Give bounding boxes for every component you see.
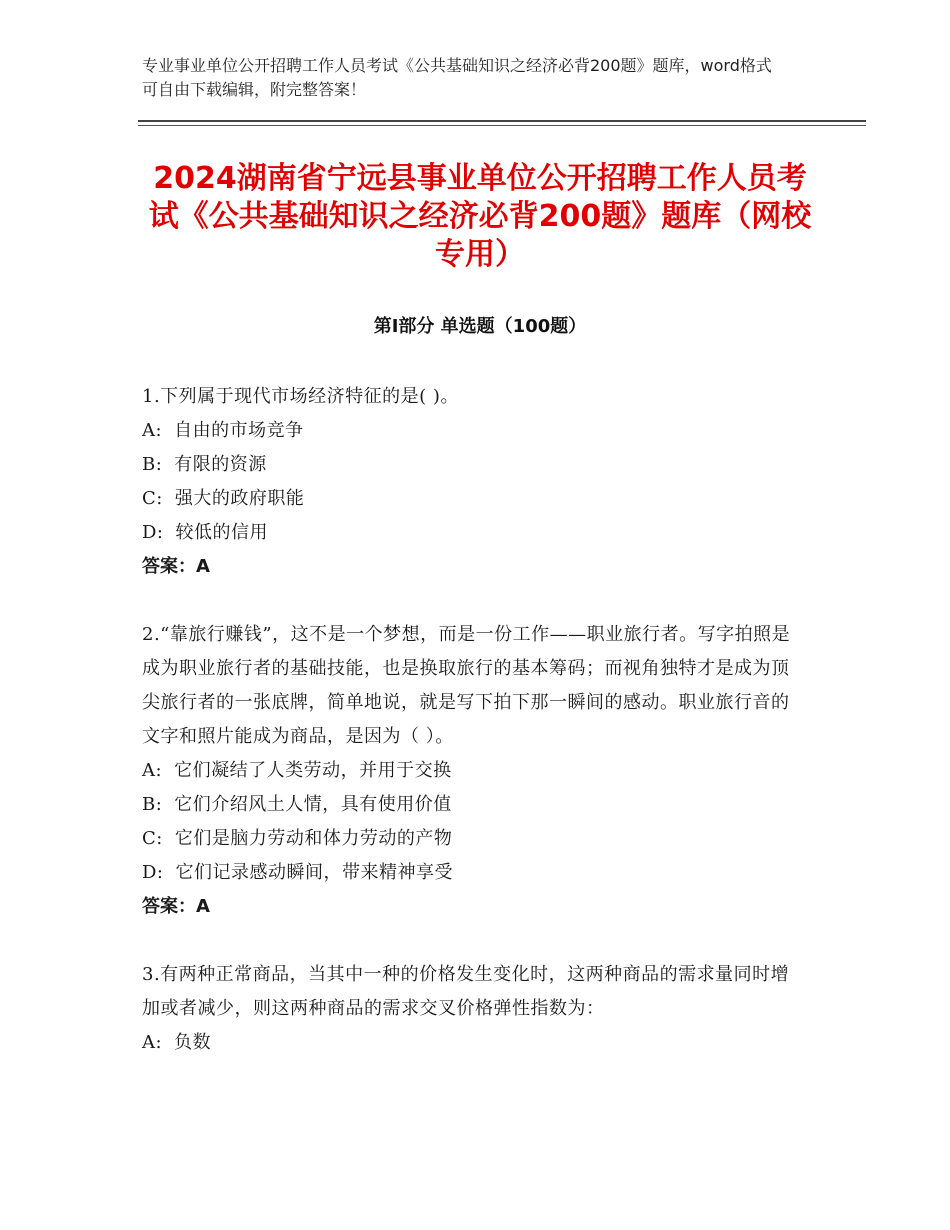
option-text: 强大的政府职能 <box>174 488 305 509</box>
section-heading: 第I部分 单选题（100题） <box>373 316 587 337</box>
question-stem: 1.下列属于现代市场经济特征的是( )。 <box>142 386 459 407</box>
option-text: 自由的市场竞争 <box>174 420 304 441</box>
question-3 <box>142 958 802 1060</box>
option-d <box>142 516 802 550</box>
option-a <box>142 1026 802 1060</box>
option-a <box>142 754 802 788</box>
question-list <box>142 380 802 1094</box>
option-c <box>142 482 802 516</box>
option-letter: D: <box>142 862 164 883</box>
option-a <box>142 414 802 448</box>
option-letter: C: <box>142 488 163 509</box>
option-text: 它们介绍风土人情，具有使用价值 <box>174 794 452 815</box>
option-b <box>142 788 802 822</box>
option-c <box>142 822 802 856</box>
option-text: 它们记录感动瞬间，带来精神享受 <box>175 862 453 883</box>
question-1 <box>142 380 802 584</box>
option-b <box>142 448 802 482</box>
question-stem: 3.有两种正常商品，当其中一种的价格发生变化时，这两种商品的需求量同时增加或者减少，则这两种商品的需求交叉价格弹性指数为： <box>142 964 790 1019</box>
option-letter: B: <box>142 454 163 475</box>
option-text: 它们是脑力劳动和体力劳动的产物 <box>174 828 453 849</box>
option-text: 有限的资源 <box>174 454 267 475</box>
option-d <box>142 856 802 890</box>
option-text: 它们凝结了人类劳动，并用于交换 <box>174 760 452 781</box>
answer-line: 答案：A <box>142 556 210 577</box>
question-stem: 2.“靠旅行赚钱”，这不是一个梦想，而是一份工作——职业旅行者。写字拍照是成为职业旅行者的基础技能，也是换取旅行的基本筹码；而视角独特才是成为顶尖旅行者的一张底牌，简单地说，就是写下拍下那一瞬间的感动。职业旅行音的文字和照片能成为商品，是因为（ ）。 <box>142 624 791 747</box>
option-letter: C: <box>142 828 163 849</box>
header-note: 专业事业单位公开招聘工作人员考试《公共基础知识之经济必背200题》题库，word格式可自由下载编辑，附完整答案！ <box>142 56 772 99</box>
option-letter: B: <box>142 794 163 815</box>
header-rule-thick <box>138 120 866 122</box>
option-text: 较低的信用 <box>175 522 268 543</box>
answer-line: 答案：A <box>142 896 210 917</box>
option-letter: D: <box>142 522 164 543</box>
option-letter: A: <box>142 760 163 781</box>
document-title: 2024湖南省宁远县事业单位公开招聘工作人员考试《公共基础知识之经济必背200题》题库（网校专用） <box>148 161 812 272</box>
header-rule-thin <box>138 125 866 126</box>
option-text: 负数 <box>174 1032 212 1053</box>
option-letter: A: <box>142 420 163 441</box>
option-letter: A: <box>142 1032 163 1053</box>
question-2 <box>142 618 802 924</box>
